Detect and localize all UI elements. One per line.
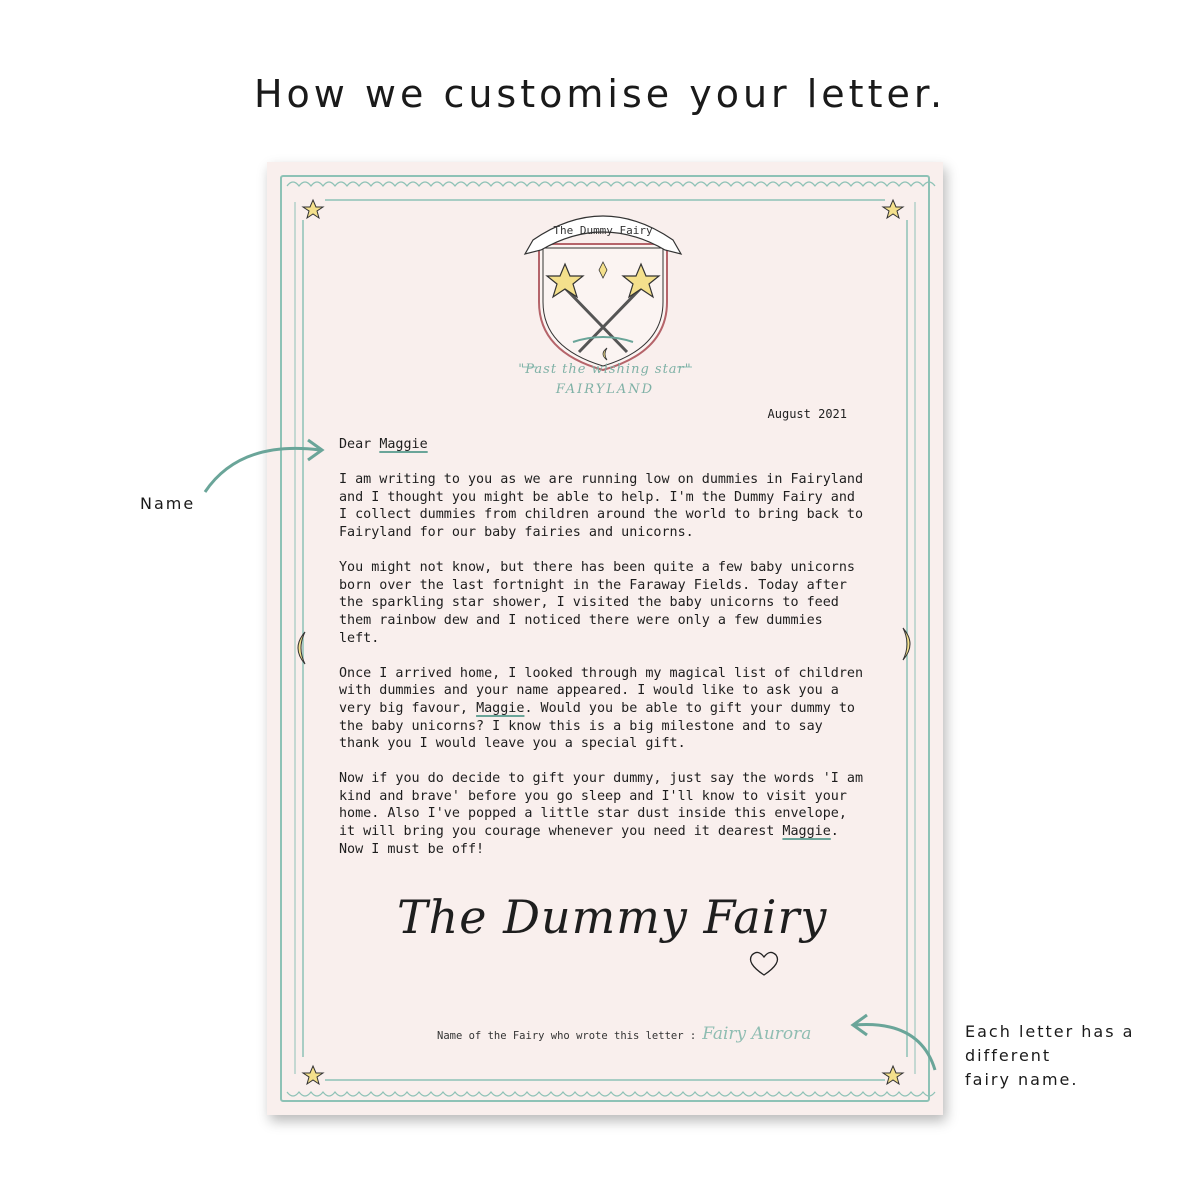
moon-icon [298,632,305,664]
letter-date: August 2021 [767,407,847,421]
fairy-name: Fairy Aurora [702,1024,812,1044]
moon-icon [903,628,910,660]
address-line-1: "Past the wishing star" [518,362,692,377]
crest-banner-text: The Dummy Fairy [553,224,653,237]
paragraph-2: You might not know, but there has been quite a few baby unicorns born over the last fortnight in the Faraway Fields. Today after the sparkling star shower, I visited the baby unicorns to feed them rainbow dew and I noticed there were only a few dummies left. [339,560,855,646]
fairy-name-label: Name of the Fairy who wrote this letter : [437,1030,697,1042]
paragraph-4: Now if you do decide to gift your dummy, just say the words 'I am kind and brave' before you go sleep and I'll know to visit your home. Also I've popped a little star dust inside this envelope, it will bring you courage whenever you need it dearest Maggie. Now I must be off! [339,771,864,857]
paragraph-3: Once I arrived home, I looked through my magical list of children with dummies and your name appeared. I would like to ask you a very big favour, Maggie. Would you be able to gift your dummy to the baby unicorns? I know this is a big milestone and to say thank you I would leave you a special gift. [339,665,864,752]
address-line-2: FAIRYLAND [555,382,655,397]
letter-body [339,436,869,876]
child-name: Maggie [476,700,525,716]
child-name: Maggie [782,824,831,840]
page-title: How we customise your letter. [253,72,947,116]
annotation-name: Name [140,494,196,513]
greeting: Dear Maggie [339,437,428,452]
signature: The Dummy Fairy [397,890,828,944]
annotation-fairy-name: Each letter has a different fairy name. [965,1022,1135,1089]
child-name: Maggie [379,437,428,452]
heart-icon [751,952,778,975]
fairy-name-line [437,1024,877,1044]
letter-sheet [267,162,943,1115]
paragraph-1: I am writing to you as we are running low on dummies in Fairyland and I thought you might be able to help. I'm the Dummy Fairy and I collect dummies from children around the world to bring back to Fairyland for our baby fairies and unicorns. [339,472,864,540]
